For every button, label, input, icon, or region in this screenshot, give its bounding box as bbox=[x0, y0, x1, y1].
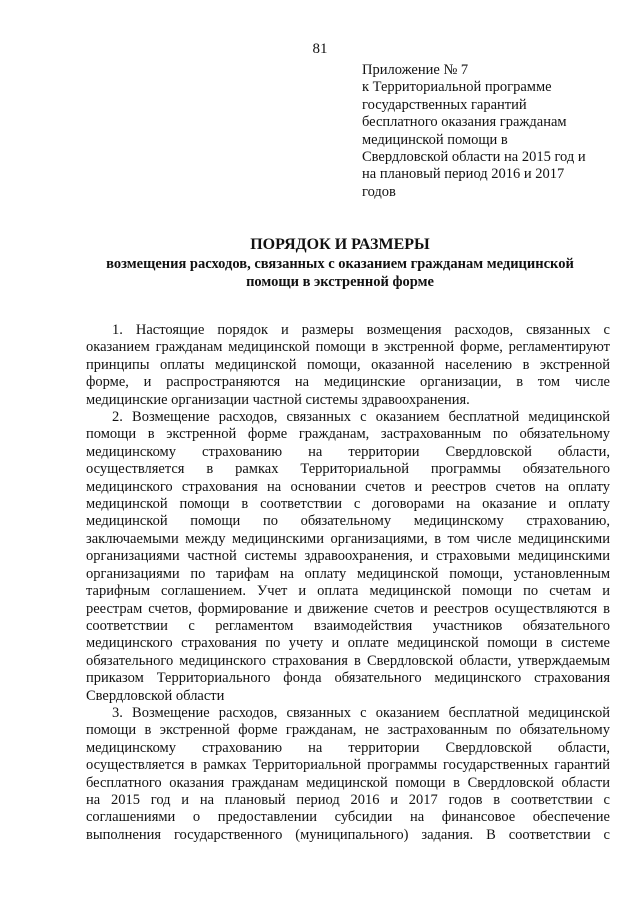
paragraph-2-line: организациями частной системы здравоохранения, и страховыми медицинскими bbox=[86, 548, 610, 565]
paragraph-1-line: оказанием гражданам медицинской помощи в экстренной форме, регламентируют bbox=[86, 339, 610, 356]
paragraph-2-line: медицинской помощи по обязательному медицинскому страхованию, bbox=[86, 513, 610, 530]
paragraph-3-line: бесплатного оказания гражданам медицинской помощи в Свердловской области bbox=[86, 774, 610, 791]
paragraph-3-line: медицинскому страхованию на территории Свердловской области, bbox=[86, 739, 610, 756]
paragraph-3-line: выполнения государственного (муниципального) задания. В соответствии с bbox=[86, 826, 610, 843]
paragraph-2-line: тарифным соглашением. Учет и оплата медицинской помощи по счетам и bbox=[86, 583, 610, 600]
appendix-header bbox=[362, 62, 624, 201]
appendix-line: медицинской помощи в bbox=[362, 131, 508, 148]
subtitle-line: возмещения расходов, связанных с оказанием гражданам медицинской bbox=[106, 256, 574, 272]
paragraph-2-line: организациями по тарифам на оплату медицинской помощи, установленным bbox=[86, 565, 610, 582]
paragraph-2-line: соответствии с регламентом взаимодействия участников обязательного bbox=[86, 617, 610, 634]
paragraph-3-line: 3. Возмещение расходов, связанных с оказанием бесплатной медицинской bbox=[112, 704, 610, 721]
paragraph-1-line: медицинские организации частной системы здравоохранения. bbox=[86, 391, 470, 408]
page-number: 81 bbox=[312, 41, 328, 57]
paragraph-1-line: 1. Настоящие порядок и размеры возмещения расходов, связанных с bbox=[112, 322, 610, 338]
paragraph-2-line: реестрам счетов, формирование и движение счетов и реестров осуществляются в bbox=[86, 600, 610, 617]
subtitle-line: помощи в экстренной форме bbox=[246, 274, 434, 290]
paragraph-2-line: Свердловской области bbox=[86, 687, 225, 704]
paragraph-2-line: медицинскому страхованию на территории Свердловской области, bbox=[86, 443, 610, 460]
appendix-line: бесплатного оказания гражданам bbox=[362, 114, 567, 131]
appendix-line: к Территориальной программе bbox=[362, 79, 552, 96]
paragraph-2-line: медицинского страхования на основании счетов и реестров счетов на оплату bbox=[86, 478, 610, 495]
paragraph-2-line: 2. Возмещение расходов, связанных с оказанием бесплатной медицинской bbox=[112, 409, 610, 426]
paragraph-3-line: на 2015 год и на плановый период 2016 и 2017 годов в соответствии с bbox=[86, 791, 610, 808]
paragraph-2-line: медицинского страхования по учету и оплате медицинской помощи в системе bbox=[86, 635, 610, 652]
appendix-line: на плановый период 2016 и 2017 bbox=[362, 166, 565, 183]
document-subtitle bbox=[80, 255, 600, 291]
paragraph-3-line: соглашениями о предоставлении субсидии на финансовое обеспечение bbox=[86, 809, 610, 826]
paragraph-2-line: заключаемыми между медицинскими организациями, в том числе медицинскими bbox=[86, 530, 610, 547]
paragraph-1-line: принципы оплаты медицинской помощи, оказанной населению в экстренной bbox=[86, 356, 610, 373]
paragraph-2-line: помощи в экстренной форме гражданам, застрахованным по обязательному bbox=[86, 426, 610, 443]
appendix-line: годов bbox=[362, 183, 396, 200]
appendix-line: Свердловской области на 2015 год и bbox=[362, 149, 586, 166]
document-body bbox=[86, 322, 610, 844]
paragraph-1-line: форме, и распространяются на медицинские организации, в том числе bbox=[86, 374, 610, 391]
paragraph-2-line: приказом Территориального фонда обязательного медицинского страхования bbox=[86, 670, 610, 687]
paragraph-2-line: осуществляется в рамках Территориальной программы обязательного bbox=[86, 461, 610, 478]
appendix-line: Приложение № 7 bbox=[362, 62, 469, 78]
appendix-line: государственных гарантий bbox=[362, 96, 527, 113]
paragraph-3-line: помощи в экстренной форме гражданам, не застрахованным по обязательному bbox=[86, 722, 610, 739]
paragraph-2-line: медицинской помощи в соответствии с договорами на оказание и оплату bbox=[86, 496, 610, 513]
document-title: ПОРЯДОК И РАЗМЕРЫ bbox=[250, 236, 430, 253]
paragraph-2-line: обязательного медицинского страхования в Свердловской области, утверждаемым bbox=[86, 652, 610, 669]
paragraph-3-line: осуществляется в рамках Территориальной программы государственных гарантий bbox=[86, 757, 610, 774]
